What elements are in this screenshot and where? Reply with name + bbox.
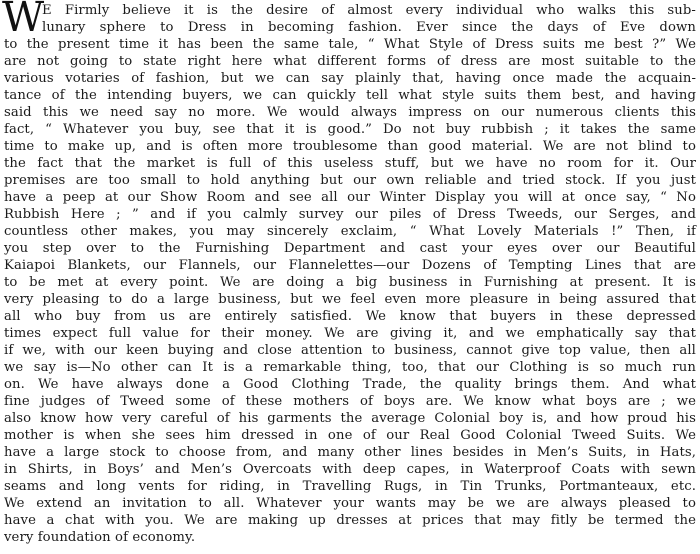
article-line: to be met at every point. We are doing a big business in Furnishing at present. It is [4,275,696,290]
article-line: to the present time it has been the same tale, “ What Style of Dress suits me best ?” We [4,37,696,52]
article-line: on. We have always done a Good Clothing Trade, the quality brings them. And what [4,377,696,392]
article-line: lunary sphere to Dress in becoming fashion. Ever since the days of Eve down [42,20,696,35]
article-line: have a peep at our Show Room and see all our Winter Display you will at once say, “ No [4,190,696,205]
article-line: We extend an invitation to all. Whatever your wants may be we are always pleased to [4,496,696,511]
article-line: if we, with our keen buying and close attention to business, cannot give top value, then all [4,343,696,358]
article-line: countless other makes, you may sincerely exclaim, “ What Lovely Materials !” Then, if [4,224,696,239]
article-line: Kaiapoi Blankets, our Flannels, our Flannelettes—our Dozens of Tempting Lines that are [4,258,696,273]
article-line: E Firmly believe it is the desire of almost every individual who walks this sub- [42,3,696,18]
article-line: various votaries of fashion, but we can say plainly that, having once made the acquain- [4,71,696,86]
article-line: said this we need say no more. We would always impress on our numerous clients this [4,105,696,120]
article-line: have a large stock to choose from, and many other lines besides in Men’s Suits, in Hats, [4,445,696,460]
article-line: you step over to the Furnishing Department and cast your eyes over our Beautiful [4,241,696,256]
article-line: have a chat with you. We are making up dresses at prices that may fitly be termed the [4,513,696,528]
article-line: Rubbish Here ; ” and if you calmly survey our piles of Dress Tweeds, our Serges, and [4,207,696,222]
article-line: very foundation of economy. [4,530,196,545]
article-line: time to make up, and is often more troublesome than good material. We are not blind to [4,139,696,154]
article-line: times expect full value for their money. We are giving it, and we emphatically say that [4,326,696,341]
drop-cap-letter: W [2,0,45,41]
article-line: the fact that the market is full of this useless stuff, but we have no room for it. Our [4,156,696,171]
article-line: we say is—No other can It is a remarkable thing, too, that our Clothing is so much run [4,360,696,375]
article-line: mother is when she sees him dressed in one of our Real Good Colonial Tweed Suits. We [4,428,696,443]
article-line: premises are too small to hold anything but our own reliable and tried stock. If you just [4,173,696,188]
article-line: seams and long vents for riding, in Travelling Rugs, in Tin Trunks, Portmanteaux, etc. [4,479,696,494]
article-line: all who buy from us are entirely satisfied. We know that buyers in these depressed [4,309,696,324]
article-line: are not going to state right here what different forms of dress are most suitable to the [4,54,696,69]
article-line: tance of the intending buyers, we can quickly tell what style suits them best, and having [4,88,696,103]
article-line: also know how very careful of his garments the average Colonial boy is, and how proud his [4,411,696,426]
article-line: very pleasing to do a large business, but we feel even more pleasure in being assured that [4,292,696,307]
article-line: in Shirts, in Boys’ and Men’s Overcoats with deep capes, in Waterproof Coats with sewn [4,462,696,477]
article-line: fine judges of Tweed some of these mothers of boys are. We know what boys are ; we [4,394,696,409]
article-line: fact, “ Whatever you buy, see that it is good.” Do not buy rubbish ; it takes the same [4,122,696,137]
